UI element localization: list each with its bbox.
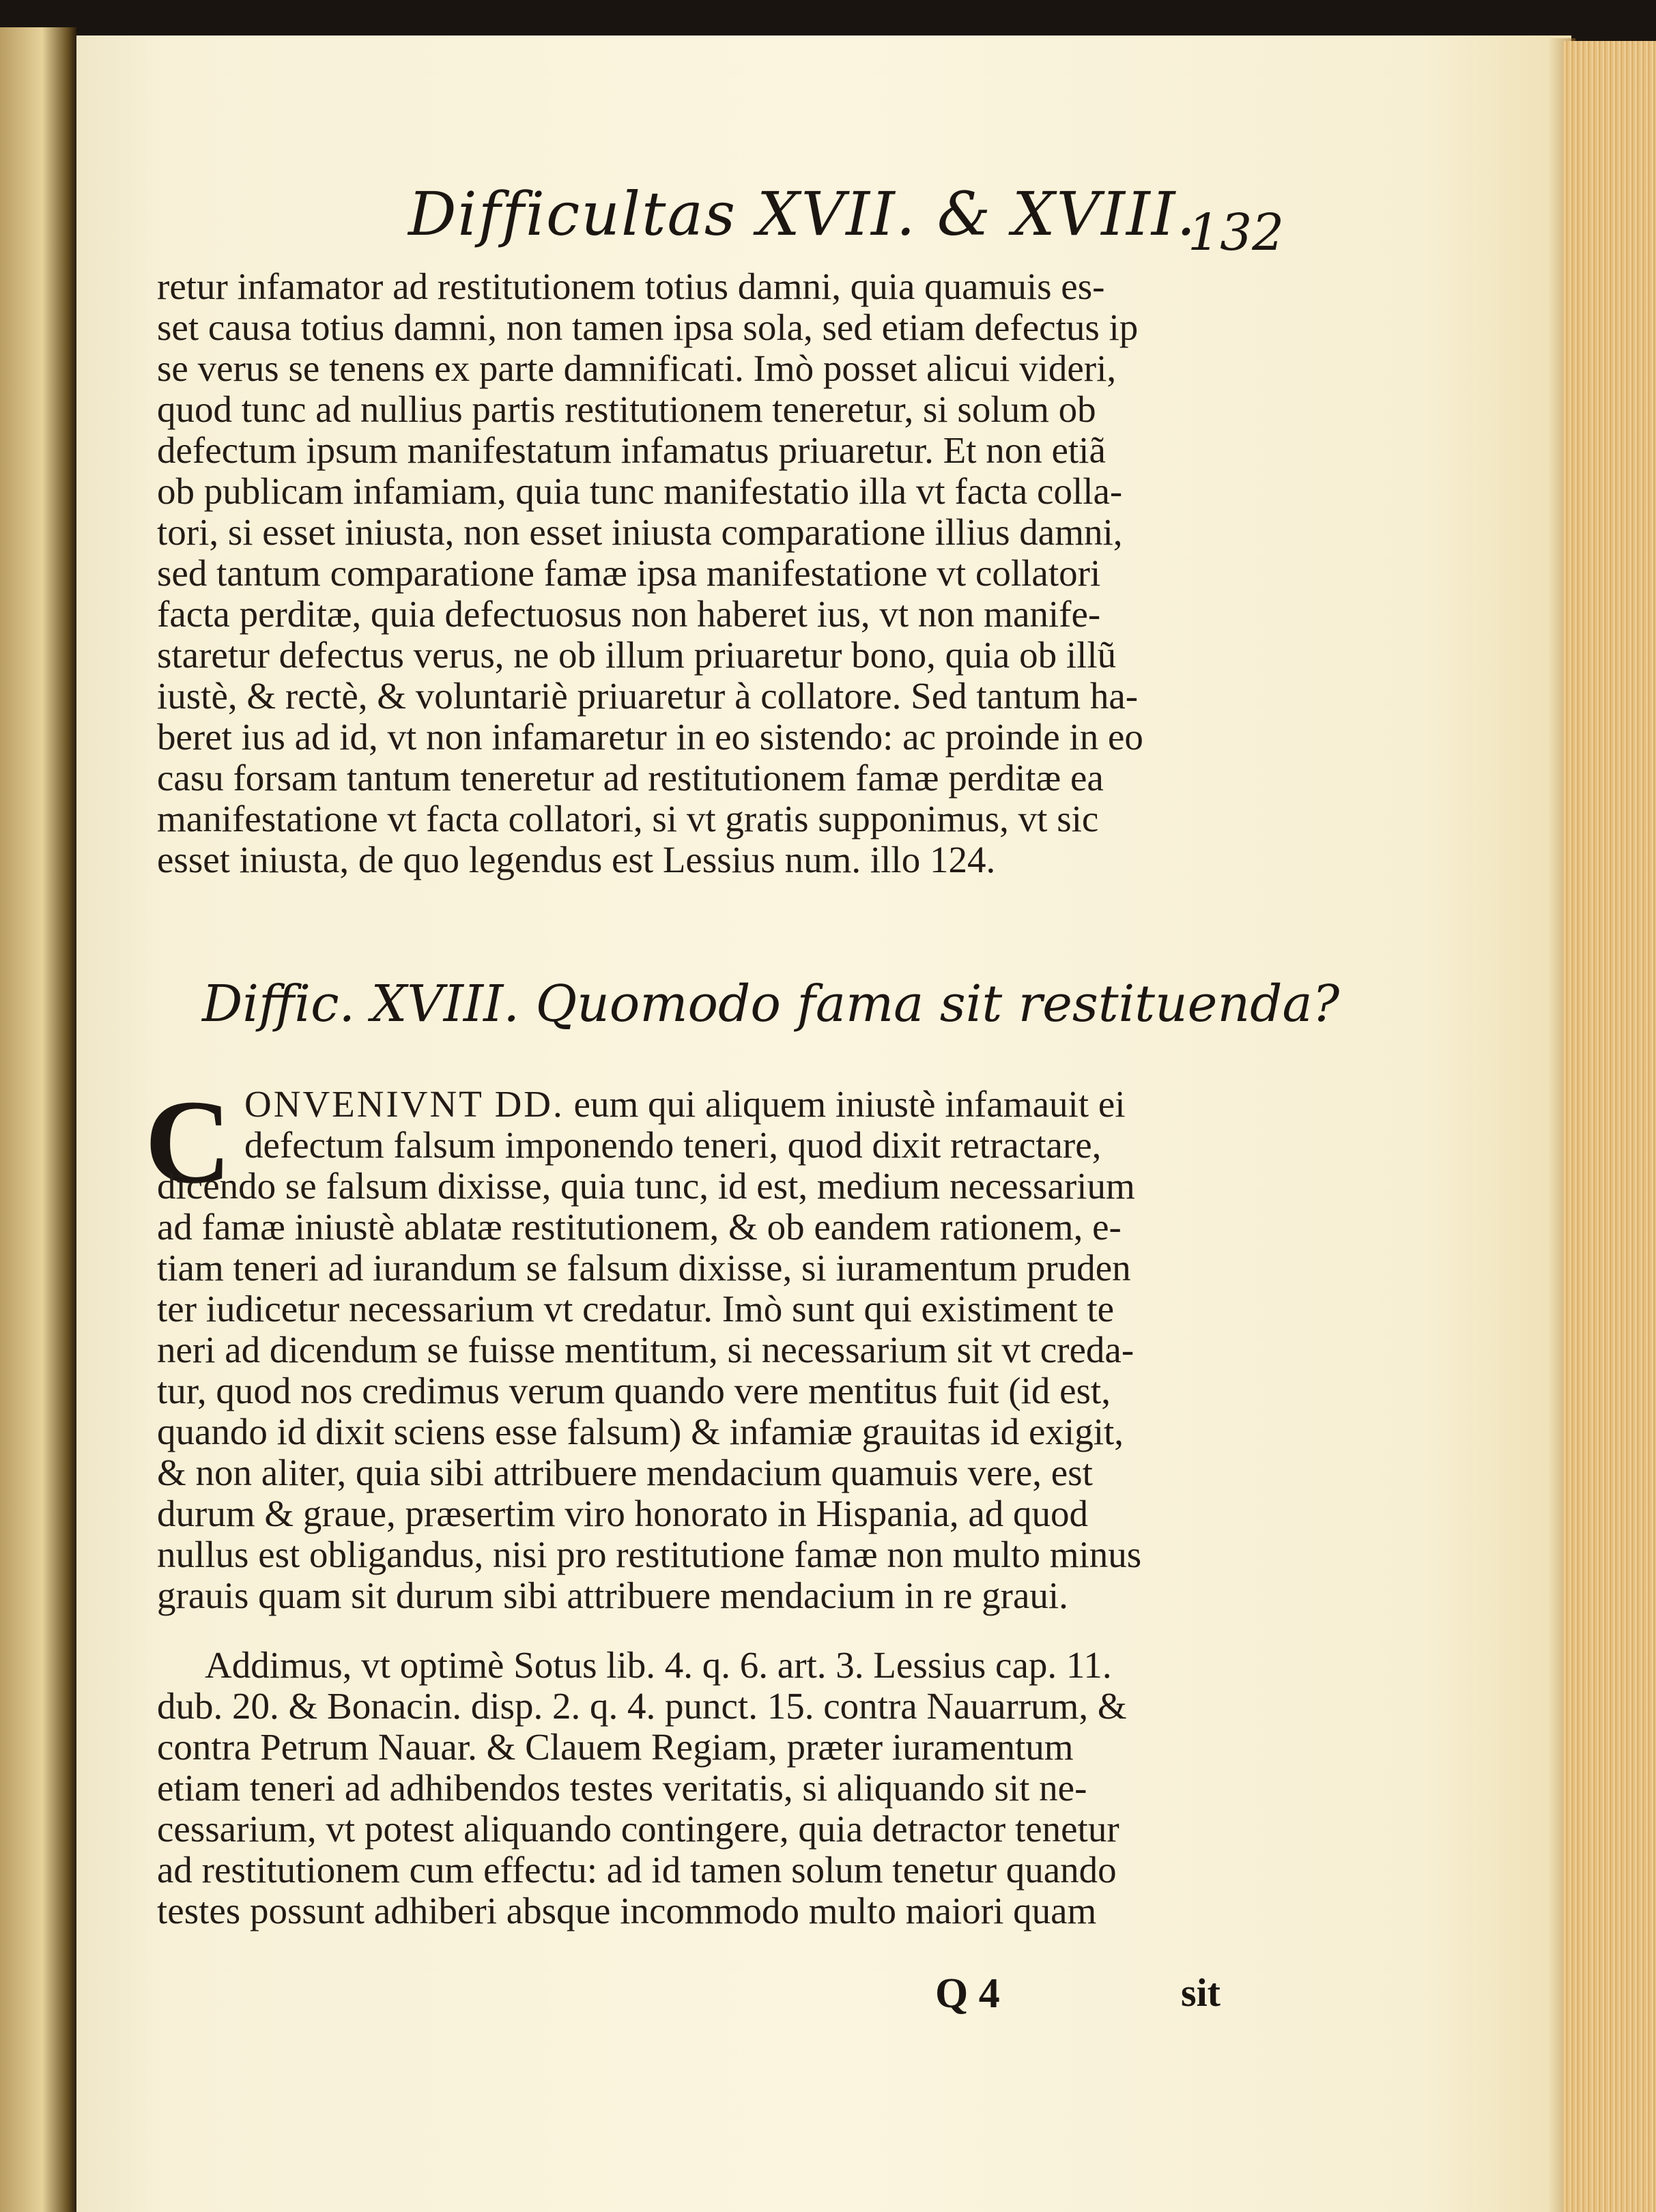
text-line: nullus est obligandus, nisi pro restitutione famæ non multo minus bbox=[157, 1534, 1142, 1575]
text-line: ad restitutionem cum effectu: ad id tamen solum tenetur quando bbox=[157, 1850, 1117, 1891]
text-line: ad famæ iniustè ablatæ restitutionem, & ob eandem rationem, e- bbox=[157, 1207, 1122, 1248]
text-line: iustè, & rectè, & voluntariè priuaretur à collatore. Sed tantum ha- bbox=[157, 676, 1139, 717]
text-line: casu forsam tantum teneretur ad restitutionem famæ perditæ ea bbox=[157, 758, 1104, 799]
text-line: quod tunc ad nullius partis restitutionem teneretur, si solum ob bbox=[157, 389, 1096, 430]
text-line: tur, quod nos credimus verum quando vere mentitus fuit (id est, bbox=[157, 1370, 1111, 1411]
section-heading: Diffic. XVIII. Quomodo fama sit restituenda? bbox=[202, 975, 1340, 1033]
text-line-first bbox=[157, 1084, 1276, 1125]
text-line: neri ad dicendum se fuisse mentitum, si necessarium sit vt creda- bbox=[157, 1330, 1134, 1370]
text-line: sed tantum comparatione famæ ipsa manifestatione vt collatori bbox=[157, 553, 1101, 594]
running-title: Difficultas XVII. & XVIII. bbox=[408, 179, 1197, 249]
text-line: ter iudicetur necessarium vt credatur. Imò sunt qui existiment te bbox=[157, 1289, 1115, 1330]
text-line: tiam teneri ad iurandum se falsum dixisse, si iuramentum pruden bbox=[157, 1248, 1131, 1289]
text-line: esset iniusta, de quo legendus est Lessius num. illo 124. bbox=[157, 839, 996, 880]
text-line: facta perditæ, quia defectuosus non haberet ius, vt non manife- bbox=[157, 594, 1101, 635]
text-line: quando id dixit sciens esse falsum) & infamiæ grauitas id exigit, bbox=[157, 1411, 1124, 1452]
text-line: grauis quam sit durum sibi attribuere mendacium in re graui. bbox=[157, 1575, 1068, 1616]
text-line: etiam teneri ad adhibendos testes veritatis, si aliquando sit ne- bbox=[157, 1768, 1087, 1809]
text-line: contra Petrum Nauar. & Clauem Regiam, præter iuramentum bbox=[157, 1727, 1074, 1768]
paragraph-continuation bbox=[157, 266, 1276, 880]
text-line: retur infamator ad restitutionem totius damni, quia quamuis es- bbox=[157, 266, 1105, 307]
text-line: manifestatione vt facta collatori, si vt gratis supponimus, vt sic bbox=[157, 799, 1099, 839]
fore-edge bbox=[1563, 41, 1656, 2212]
page-number: 132 bbox=[1188, 203, 1285, 262]
paragraph-main bbox=[157, 1084, 1276, 1616]
text-line: cessarium, vt potest aliquando contingere, quia detractor tenetur bbox=[157, 1809, 1119, 1850]
text-line: defectum ipsum manifestatum infamatus priuaretur. Et non etiã bbox=[157, 430, 1106, 471]
text-line: beret ius ad id, vt non infamaretur in eo sistendo: ac proinde in eo bbox=[157, 717, 1143, 758]
text-line: Addimus, vt optimè Sotus lib. 4. q. 6. art. 3. Lessius cap. 11. bbox=[205, 1645, 1112, 1686]
text-line: tori, si esset iniusta, non esset iniusta comparatione illius damni, bbox=[157, 512, 1123, 553]
text-line: set causa totius damni, non tamen ipsa sola, sed etiam defectus ip bbox=[157, 307, 1139, 348]
drop-cap: C bbox=[145, 1076, 232, 1209]
text-line: defectum falsum imponendo teneri, quod dixit retractare, bbox=[244, 1125, 1102, 1166]
opening-text: eum qui aliquem iniustè infamauit ei bbox=[564, 1084, 1126, 1125]
text-line: testes possunt adhiberi absque incommodo multo maiori quam bbox=[157, 1891, 1097, 1931]
signature-mark: Q 4 bbox=[935, 1970, 1000, 2017]
paragraph-addimus bbox=[157, 1645, 1276, 1931]
text-line: staretur defectus verus, ne ob illum priuaretur bono, quia ob illũ bbox=[157, 635, 1117, 676]
catchword: sit bbox=[1181, 1970, 1220, 2015]
text-line: durum & graue, præsertim viro honorato in Hispania, ad quod bbox=[157, 1493, 1089, 1534]
text-line: ob publicam infamiam, quia tunc manifestatio illa vt facta colla- bbox=[157, 471, 1123, 512]
opening-small-caps: ONVENIVNT DD. bbox=[244, 1084, 565, 1125]
text-line: se verus se tenens ex parte damnificati. Imò posset alicui videri, bbox=[157, 348, 1117, 389]
text-line: & non aliter, quia sibi attribuere mendacium quamuis vere, est bbox=[157, 1452, 1093, 1493]
text-line: dicendo se falsum dixisse, quia tunc, id est, medium necessarium bbox=[157, 1166, 1135, 1207]
text-line: dub. 20. & Bonacin. disp. 2. q. 4. punct. 15. contra Nauarrum, & bbox=[157, 1686, 1127, 1727]
left-page-edge bbox=[0, 27, 76, 2212]
